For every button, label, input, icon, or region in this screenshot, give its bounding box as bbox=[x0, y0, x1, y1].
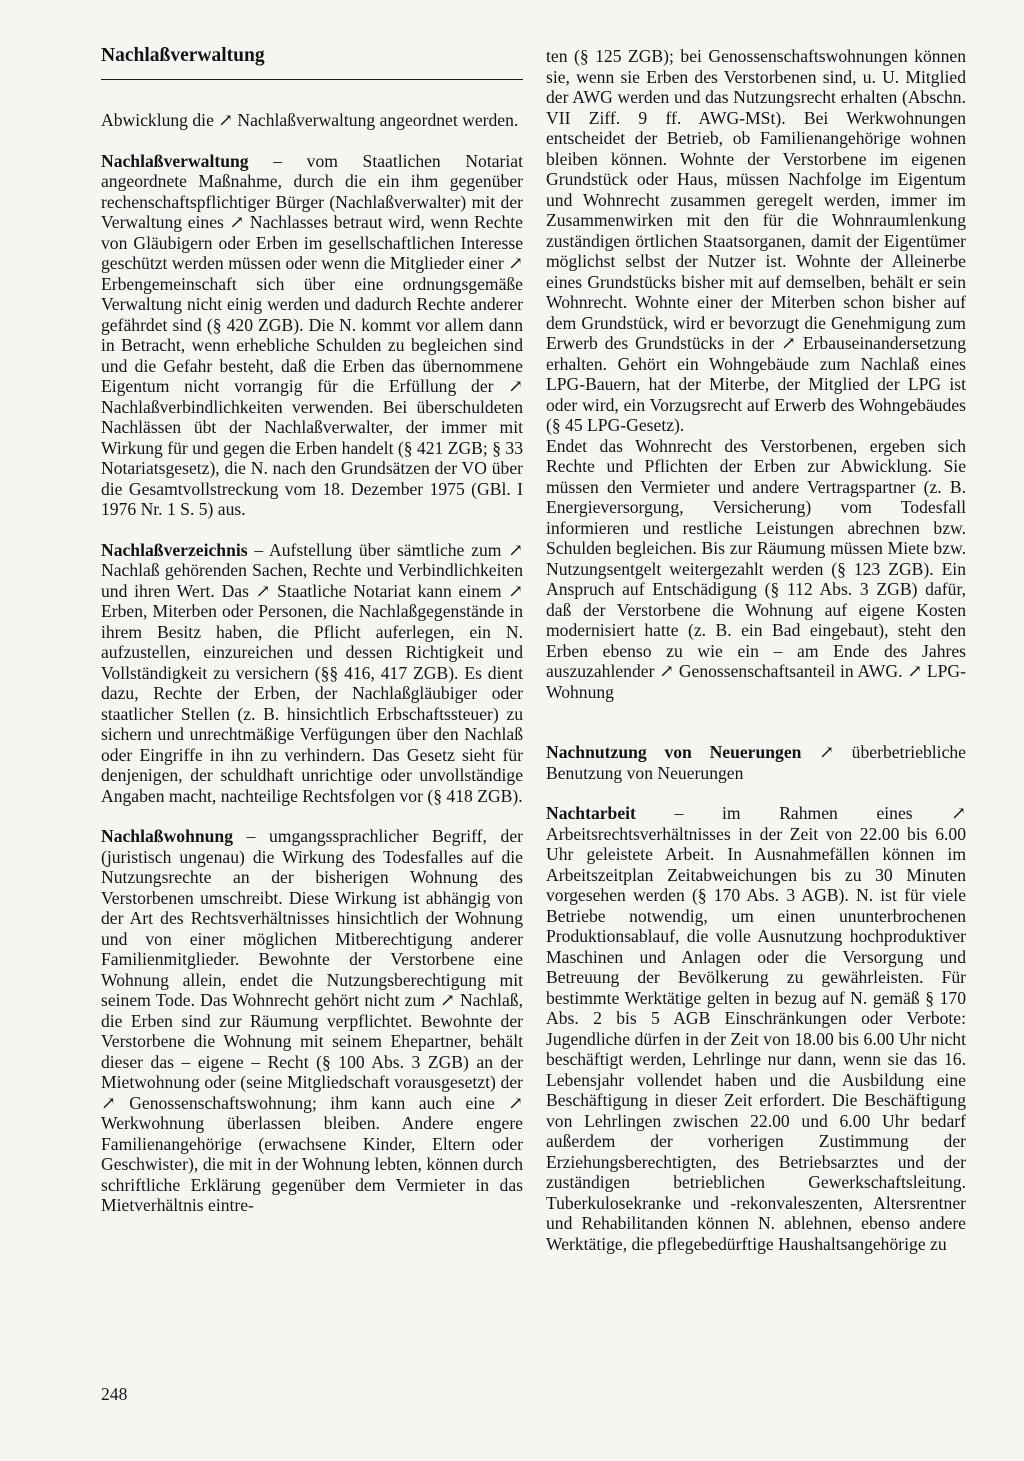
entry-headword: Nachnutzung von Neuerungen bbox=[546, 742, 802, 762]
entry-headword: Nachlaßwohnung bbox=[101, 826, 234, 846]
page-number: 248 bbox=[101, 1384, 128, 1404]
left-column bbox=[101, 110, 523, 1216]
dictionary-entry bbox=[101, 151, 523, 520]
running-title: Nachlaßverwaltung bbox=[101, 45, 265, 66]
dictionary-entry bbox=[101, 540, 523, 807]
entry-headword: Nachlaßverzeichnis bbox=[101, 539, 248, 560]
entry-text: – umgangssprachlicher Begriff, der (juristisch ungenau) die Wirkung des Todesfalles auf die Nutzungsrechte an der bisherigen Wohnung des Verstorbenen umschreibt. Diese Wirkung ist abhängig von der Art des Rechtsverhältnisses hinsichtlich der Wohnung und von einer möglichen Mitberechtigung anderer Familienmitglieder. Bewohnte der Verstorbene eine Wohnung allein, endet die Nutzungsberechtigung mit seinem Tode. Das Wohnrecht gehört nicht zum ↗ Nachlaß, die Erben sind zur Räumung verpflichtet. Bewohnte der Verstorbene die Wohnung mit seinem Ehepartner, behält dieser das – eigene – Recht (§ 100 Abs. 3 ZGB) an der Mietwohnung oder (seine Mitgliedschaft vorausgesetzt) der ↗ Genossenschaftswohnung; ihm kann auch eine ↗ Werkwohnung überlassen bleiben. Andere engere Familienangehörige (erwachsene Kinder, Eltern oder Geschwister), die mit in der Wohnung lebten, können durch schriftliche Erklärung gegenüber dem Vermieter in das Mietverhältnis eintre- bbox=[101, 826, 523, 1215]
dictionary-entry bbox=[546, 803, 966, 1254]
header-rule bbox=[101, 79, 523, 80]
entry-headword: Nachlaßverwaltung bbox=[101, 150, 249, 171]
entry-text: – im Rahmen eines ↗ Arbeitsrechtsverhältnisses in der Zeit von 22.00 bis 6.00 Uhr geleistete Arbeit. In Ausnahmefällen können im Arbeitszeitplan Zeitabweichungen bis zu 30 Minuten vorgesehen werden (§ 170 Abs. 3 AGB). N. ist für viele Betriebe notwendig, um einen ununterbrochenen Produktionsablauf, die volle Ausnutzung hochproduktiver Maschinen und Anlagen oder die Versorgung und Betreuung der Bevölkerung zu gewährleisten. Für bestimmte Werktätige gelten in bezug auf N. gemäß § 170 Abs. 2 bis 5 AGB Einschränkungen oder Verbote: Jugendliche dürfen in der Zeit von 18.00 bis 6.00 Uhr nicht beschäftigt werden, Lehrlinge nur dann, wenn sie das 16. Lebensjahr vollendet haben und die Ausbildung eine Beschäftigung in dieser Zeit erfordert. Die Beschäftigung von Lehrlingen zwischen 22.00 und 6.00 Uhr bedarf außerdem der vorherigen Zustimmung der Erziehungsberechtigten, des Betriebsarztes und der zuständigen betrieblichen Gewerkschaftsleitung. Tuberkulosekranke und -rekonvaleszenten, Altersrentner und Rehabilitanden können N. ablehnen, ebenso andere Werktätige, die pflegebedürftige Haushaltsangehörige zu bbox=[546, 803, 966, 1254]
continuation-text-2: Endet das Wohnrecht des Verstorbenen, ergeben sich Rechte und Pflichten der Erben zur Abwicklung. Sie müssen den Vermieter und andere Vertragspartner (z. B. Energieversorgung, Versicherung) vom Todesfall informieren und restliche Leistungen abrechnen bzw. Schulden begleichen. Bis zur Räumung müssen Miete bzw. Nutzungsentgelt weitergezahlt werden (§ 123 ZGB). Ein Anspruch auf Entschädigung (§ 112 Abs. 3 ZGB) dafür, daß der Verstorbene die Wohnung auf eigene Kosten modernisiert hatte (z. B. ein Bad eingebaut), steht den Erben ebenso zu wie ein – am Ende des Jahres auszuzahlender ↗ Genossenschaftsanteil in AWG. ↗ LPG-Wohnung bbox=[546, 435, 966, 702]
right-column bbox=[546, 46, 966, 1254]
entry-text: – vom Staatlichen Notariat angeordnete Maßnahme, durch die ein ihm gegenüber rechenschaftspflichtiger Bürger (Nachlaßverwalter) mit der Verwaltung eines ↗ Nachlasses betraut wird, wenn Rechte von Gläubigern oder Erben im gesellschaftlichen Interesse geschützt werden müssen oder wenn die Mitglieder einer ↗ Erbengemeinschaft sich über eine ordnungsgemäße Verwaltung nicht einig werden und dadurch Rechte anderer gefährdet sind (§ 420 ZGB). Die N. kommt vor allem dann in Betracht, wenn erhebliche Schulden zu begleichen sind und die Gefahr besteht, daß die Erben das übernommene Eigentum nicht vorrangig für die Erfüllung der ↗ Nachlaßverbindlichkeiten verwenden. Bei überschuldeten Nachlässen übt der Nachlaßverwalter, der immer mit Wirkung für und gegen die Erben handelt (§ 421 ZGB; § 33 Notariatsgesetz), die N. nach den Grundsätzen der VO über die Gesamtvollstreckung vom 18. Dezember 1975 (GBl. I 1976 Nr. 1 S. 5) aus. bbox=[101, 150, 523, 519]
continuation-text: Abwicklung die ↗ Nachlaßverwaltung angeordnet werden. bbox=[101, 110, 519, 130]
entry-text: ↗ überbetriebliche Benutzung von Neuerungen bbox=[546, 742, 966, 783]
dictionary-entry bbox=[546, 742, 966, 783]
entry-text: – Aufstellung über sämtliche zum ↗ Nachlaß gehörenden Sachen, Rechte und Verbindlichkeiten und ihren Wert. Das ↗ Staatliche Notariat kann einem ↗ Erben, Miterben oder Personen, die Nachlaßgegenstände in ihrem Besitz haben, die Pflicht auferlegen, ein N. aufzustellen, einzureichen und dessen Richtigkeit und Vollständigkeit zu versichern (§§ 416, 417 ZGB). Es dient dazu, Rechte der Erben, der Nachlaßgläubiger oder staatlicher Stellen (z. B. hinsichtlich Erbschaftssteuer) zu sichern und unrechtmäßige Verfügungen über den Nachlaß oder Eingriffe in ihn zu verhindern. Das Gesetz sieht für denjenigen, der schuldhaft unrichtige oder unvollständige Angaben macht, nachteilige Rechtsfolgen vor (§ 418 ZGB). bbox=[101, 539, 523, 806]
entry-headword: Nachtarbeit bbox=[546, 803, 636, 823]
dictionary-entry bbox=[101, 826, 523, 1216]
continuation-text: ten (§ 125 ZGB); bei Genossenschaftswohnungen können sie, wenn sie Erben des Verstorbenen sind, u. U. Mitglied der AWG werden und das Nutzungsrecht erhalten (Abschn. VII Ziff. 9 ff. AWG-MSt). Bei Werkwohnungen entscheidet der Betrieb, ob Familienangehörige wohnen bleiben können. Wohnte der Verstorbene im eigenen Grundstück oder Haus, müssen Nachfolge im Eigentum und Wohnrecht zusammen geregelt werden, immer im Zusammenwirken mit den für die Wohnraumlenkung zuständigen örtlichen Staatsorganen, damit der Eigentümer möglichst selbst der Nutzer ist. Wohnte der Alleinerbe eines Grundstücks bisher mit auf demselben, behält er sein Wohnrecht. Wohnte einer der Miterben schon bisher auf dem Grundstück, wird er bevorzugt die Genehmigung zum Erwerb des Grundstücks in der ↗ Erbauseinandersetzung erhalten. Gehört ein Wohngebäude zum Nachlaß eines LPG-Bauern, hat der Miterbe, der Mitglied der LPG ist oder wird, ein Vorzugsrecht auf Erwerb des Wohngebäudes (§ 45 LPG-Gesetz). bbox=[546, 46, 966, 435]
